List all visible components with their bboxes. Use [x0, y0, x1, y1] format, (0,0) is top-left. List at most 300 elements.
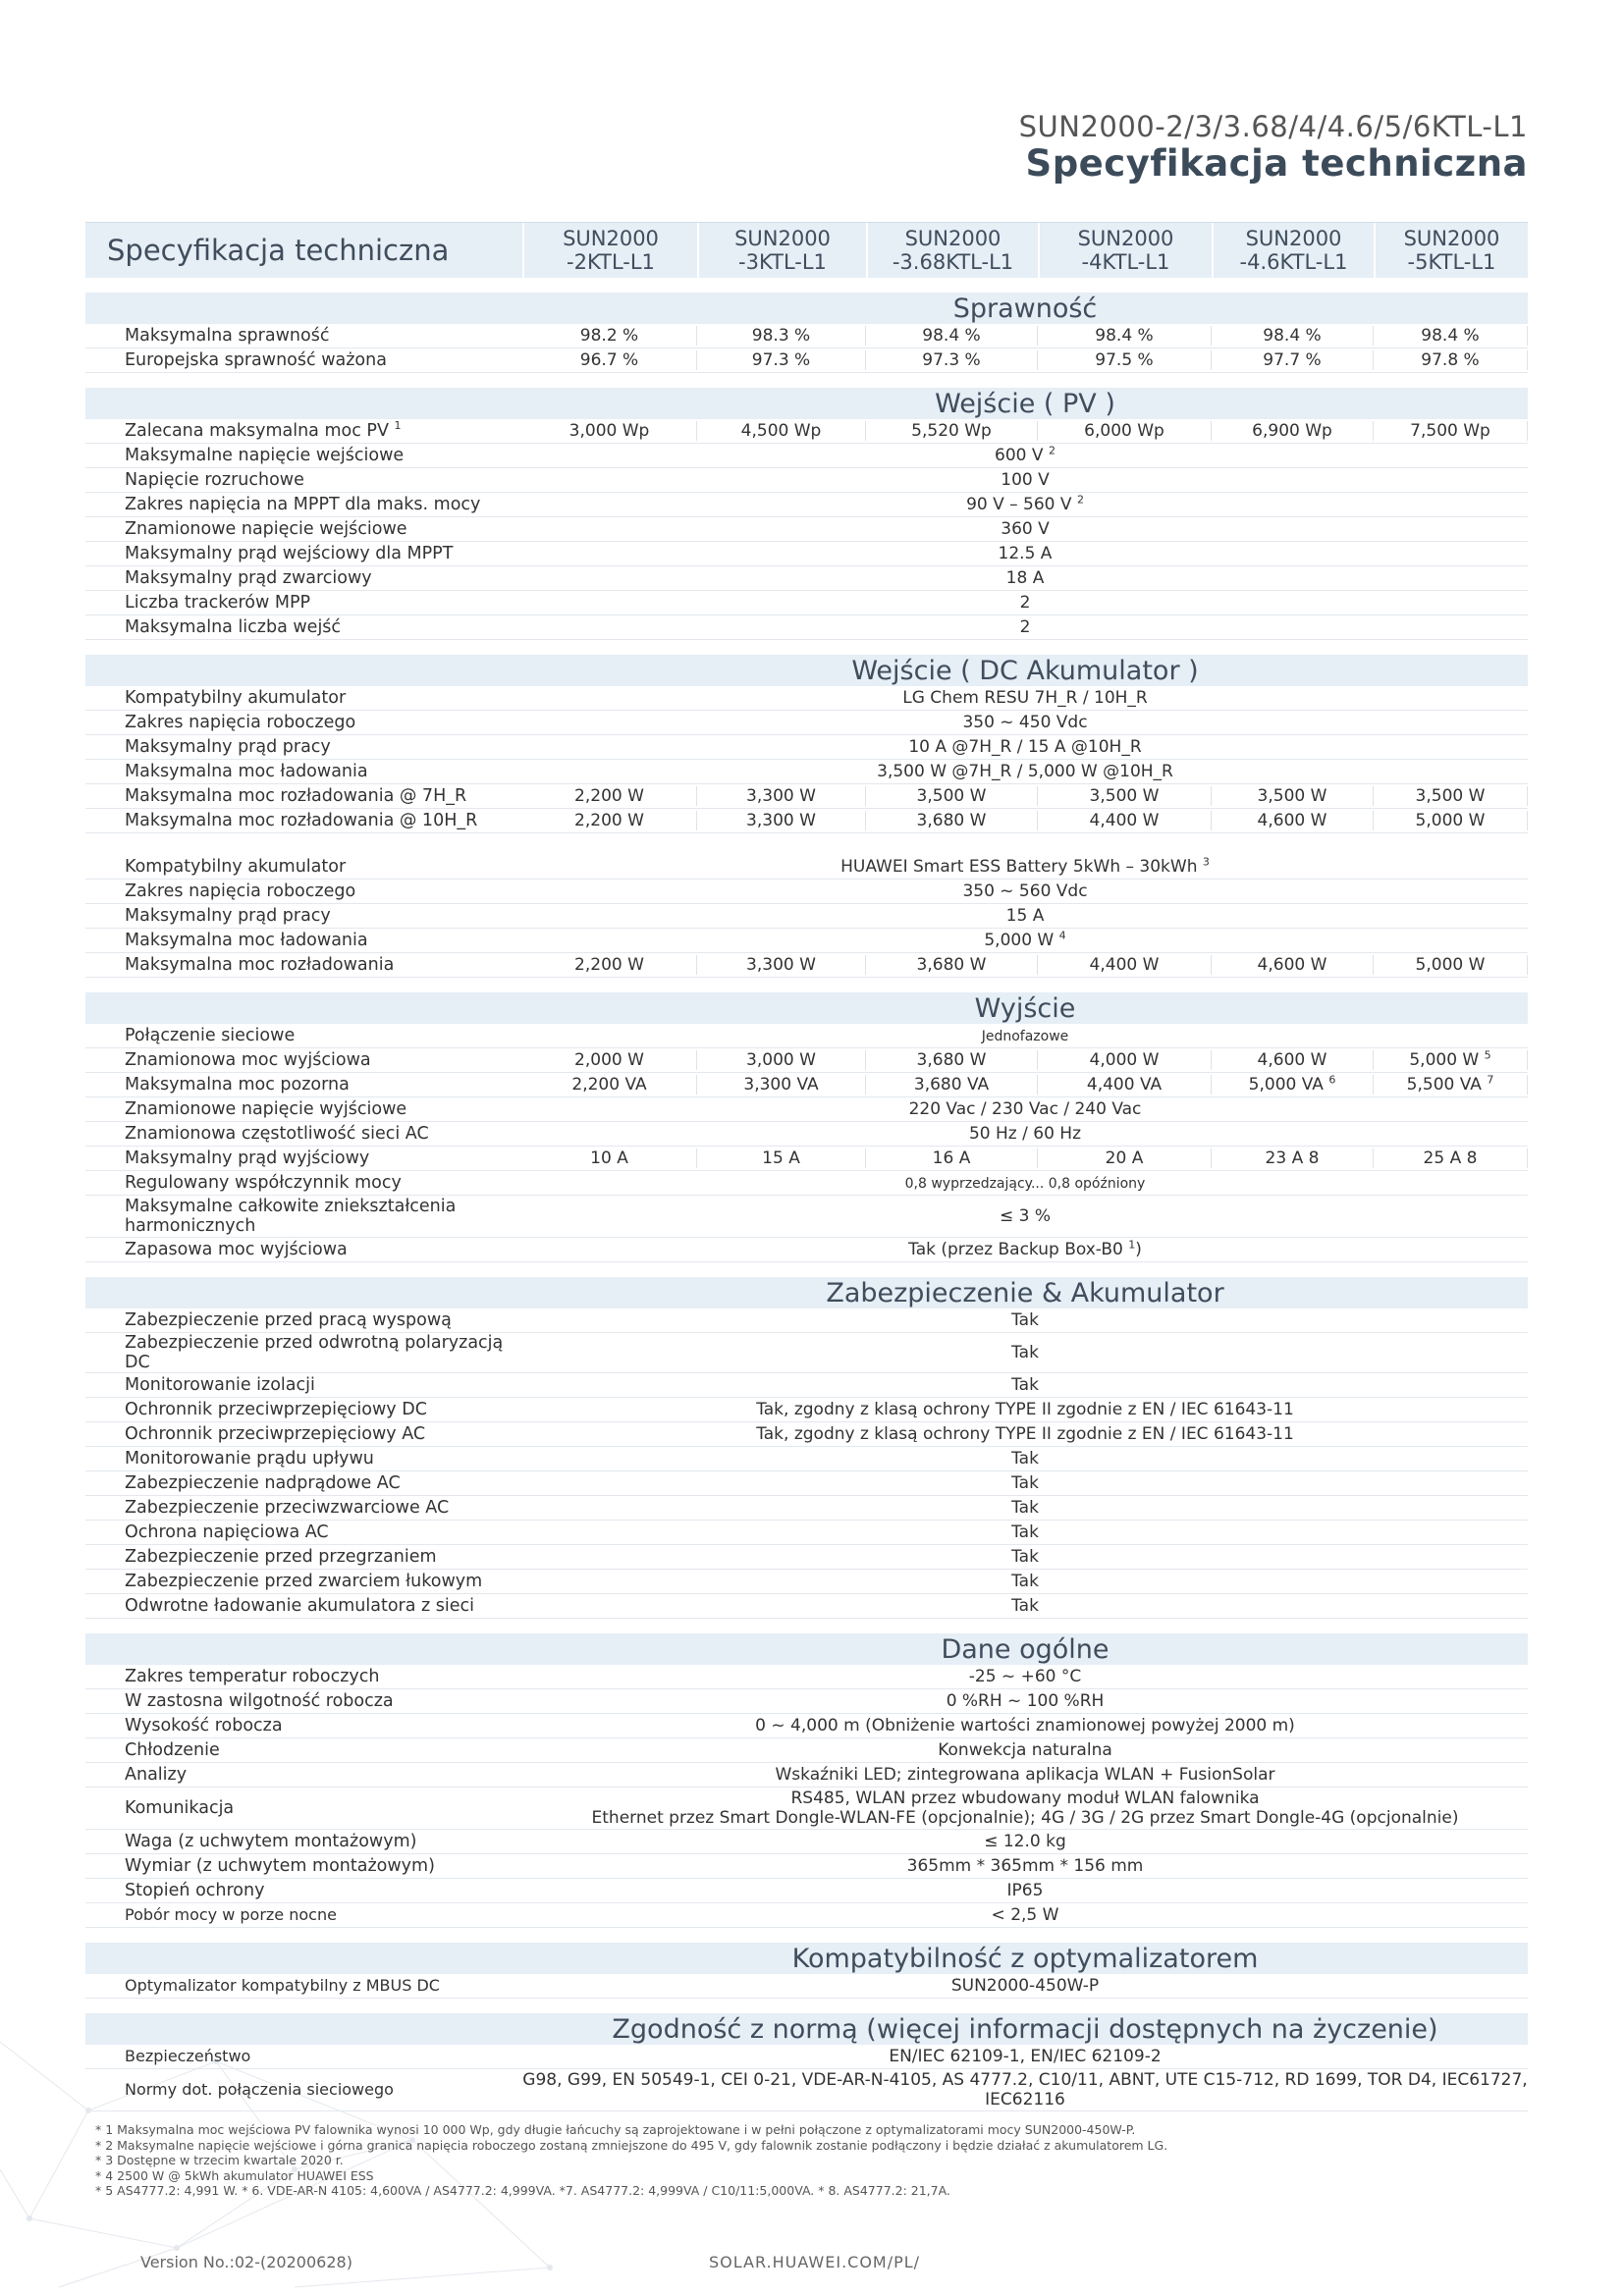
- table-cell: 15 A: [697, 1148, 866, 1168]
- table-row: [85, 1048, 1528, 1073]
- section-title: Sprawność: [85, 293, 1528, 324]
- table-cell: 2,200 VA: [522, 1075, 697, 1095]
- row-label: Zabezpieczenie przed pracą wyspową: [125, 1310, 452, 1330]
- row-label: Stopień ochrony: [125, 1881, 265, 1900]
- model-header-6: [1374, 223, 1528, 278]
- row-value-text: IP65: [1006, 1881, 1044, 1900]
- table-cell: 98.3 %: [697, 326, 866, 346]
- row-label: Zalecana maksymalna moc PV $^1$: [125, 419, 402, 441]
- row-value: [522, 1856, 1528, 1876]
- table-row: [85, 855, 1528, 880]
- table-cell: 5,520 Wp: [866, 421, 1038, 441]
- table-row: [85, 566, 1528, 591]
- table-row: [85, 1496, 1528, 1521]
- table-row: [85, 1471, 1528, 1496]
- table-cell: 3,680 VA: [866, 1075, 1038, 1095]
- row-value: [522, 495, 1528, 514]
- row-cells: [522, 786, 1528, 806]
- row-value: [522, 1206, 1528, 1226]
- spec-section: [85, 1633, 1528, 1928]
- table-row: [85, 784, 1528, 809]
- spec-section: [85, 1943, 1528, 1999]
- row-label: Odwrotne ładowanie akumulatora z sieci: [125, 1596, 474, 1616]
- table-cell: 4,400 VA: [1038, 1075, 1212, 1095]
- table-cell: 97.3 %: [697, 350, 866, 370]
- table-cell: 5,000 W: [1374, 811, 1528, 830]
- row-value: [522, 1905, 1528, 1925]
- row-label: Pobór mocy w porze nocne: [125, 1905, 337, 1924]
- table-cell: 3,680 W: [866, 955, 1038, 975]
- spec-section: [85, 655, 1528, 978]
- row-cells: [522, 955, 1528, 975]
- row-value-text-line2: Ethernet przez Smart Dongle-WLAN-FE (opcjonalnie); 4G / 3G / 2G przez Smart Dongle-4G (opcjonalnie): [591, 1808, 1459, 1828]
- row-label: Zakres napięcia roboczego: [125, 713, 356, 732]
- row-value-text: ≤ 12.0 kg: [984, 1832, 1066, 1851]
- row-label: Wymiar (z uchwytem montażowym): [125, 1856, 435, 1876]
- spec-table: [85, 222, 1528, 2111]
- table-row: [85, 1333, 1528, 1373]
- row-value-text: RS485, WLAN przez wbudowany moduł WLAN falownika: [790, 1789, 1260, 1808]
- table-row: [85, 1665, 1528, 1689]
- table-cell: 3,500 W: [1038, 786, 1212, 806]
- table-cell: 3,500 W: [1374, 786, 1528, 806]
- table-header: [85, 222, 1528, 278]
- row-label: Maksymalny prąd pracy: [125, 906, 331, 926]
- table-cell: 7,500 Wp: [1374, 421, 1528, 441]
- row-label: Analizy: [125, 1765, 188, 1785]
- table-cell: 3,500 W: [1212, 786, 1374, 806]
- row-value: [522, 1572, 1528, 1591]
- row-cells: [522, 1148, 1528, 1168]
- footnote-line: * 5 AS4777.2: 4,991 W. * 6. VDE-AR-N 4105: 4,600VA / AS4777.2: 4,999VA. *7. AS4777.2: 4,999VA / C10/11:5,000VA. * 8. AS4777.2: 21,7A.: [95, 2183, 950, 2198]
- row-value: [522, 1522, 1528, 1542]
- table-cell: 6,900 Wp: [1212, 421, 1374, 441]
- footnotes: [95, 2122, 1167, 2199]
- model-header-1: [522, 223, 697, 278]
- table-cell: 6,000 Wp: [1038, 421, 1212, 441]
- spec-section: [85, 388, 1528, 640]
- page-title: Specyfikacja techniczna: [1025, 142, 1528, 185]
- table-cell: 4,600 W: [1212, 811, 1374, 830]
- row-value: [522, 1375, 1528, 1395]
- row-label: Zabezpieczenie przed przegrzaniem: [125, 1547, 437, 1567]
- table-row: [85, 1788, 1528, 1830]
- row-label: Liczba trackerów MPP: [125, 593, 311, 613]
- row-label: Monitorowanie izolacji: [125, 1375, 315, 1395]
- table-cell: 4,600 W: [1212, 955, 1374, 975]
- table-row: [85, 953, 1528, 978]
- row-value: [522, 568, 1528, 588]
- row-cells: [522, 1050, 1528, 1070]
- row-label: Komunikacja: [125, 1798, 235, 1818]
- row-value-text: 18 A: [1005, 568, 1045, 588]
- row-label: Kompatybilny akumulator: [125, 857, 347, 877]
- row-label: Zabezpieczenie przed zwarciem łukowym: [125, 1572, 483, 1591]
- table-row: [85, 809, 1528, 833]
- row-cells: [522, 421, 1528, 441]
- row-value-text: Tak: [1011, 1449, 1039, 1468]
- row-value-text: -25 ~ +60 °C: [968, 1667, 1082, 1686]
- table-cell: 97.3 %: [866, 350, 1038, 370]
- table-row: [85, 880, 1528, 904]
- row-value: [522, 1473, 1528, 1493]
- row-label: Monitorowanie prądu upływu: [125, 1449, 374, 1468]
- row-label: Bezpieczeństwo: [125, 2047, 251, 2065]
- footnote-ref: 2: [1048, 444, 1056, 457]
- row-label: Waga (z uchwytem montażowym): [125, 1832, 417, 1851]
- table-row: [85, 493, 1528, 517]
- table-row: [85, 1830, 1528, 1854]
- table-row: [85, 444, 1528, 468]
- row-label: Ochronnik przeciwprzepięciowy AC: [125, 1424, 426, 1444]
- section-title: Kompatybilność z optymalizatorem: [85, 1943, 1528, 1974]
- table-row: [85, 1903, 1528, 1928]
- row-label: Maksymalne całkowite zniekształcenia harmonicznych: [125, 1197, 457, 1236]
- table-cell: 5,500 VA $^7$: [1374, 1075, 1528, 1095]
- row-value-text: SUN2000-450W-P: [950, 1976, 1100, 1996]
- spec-section: [85, 992, 1528, 1262]
- row-value: [522, 857, 1528, 877]
- table-row: [85, 591, 1528, 615]
- row-value: [522, 1124, 1528, 1144]
- spec-section: [85, 293, 1528, 373]
- row-label: Maksymalna moc rozładowania @ 10H_R: [125, 811, 478, 830]
- row-value-text: Tak, zgodny z klasą ochrony TYPE II zgodnie z EN / IEC 61643-11: [756, 1400, 1294, 1419]
- row-label: Znamionowa moc wyjściowa: [125, 1050, 371, 1070]
- model-name-line2: -2KTL-L1: [567, 250, 655, 274]
- row-value-text: Wskaźniki LED; zintegrowana aplikacja WLAN + FusionSolar: [775, 1765, 1275, 1785]
- model-header-4: [1038, 223, 1212, 278]
- row-label: Zakres napięcia na MPPT dla maks. mocy: [125, 495, 481, 514]
- table-row: [85, 324, 1528, 348]
- table-header-label: Specyfikacja techniczna: [107, 234, 450, 267]
- table-row: [85, 615, 1528, 640]
- row-label: Zapasowa moc wyjściowa: [125, 1240, 348, 1259]
- row-value: [522, 1881, 1528, 1900]
- table-cell: 16 A: [866, 1148, 1038, 1168]
- table-cell: 4,000 W: [1038, 1050, 1212, 1070]
- row-value-text: 350 ~ 450 Vdc: [962, 713, 1088, 732]
- row-value: [522, 1400, 1528, 1419]
- row-value-text: Tak, zgodny z klasą ochrony TYPE II zgodnie z EN / IEC 61643-11: [756, 1424, 1294, 1444]
- row-value: [522, 688, 1528, 708]
- table-row: [85, 1097, 1528, 1122]
- table-row: [85, 1594, 1528, 1619]
- spec-section: [85, 2013, 1528, 2111]
- table-row: [85, 1879, 1528, 1903]
- model-name-line2: -4KTL-L1: [1081, 250, 1170, 274]
- table-cell: 3,000 Wp: [522, 421, 697, 441]
- table-row: [85, 904, 1528, 929]
- table-row: [85, 419, 1528, 444]
- footnote-ref: 1: [394, 419, 402, 433]
- row-label: Zakres napięcia roboczego: [125, 881, 356, 901]
- table-cell: 4,600 W: [1212, 1050, 1374, 1070]
- table-cell: 2,200 W: [522, 811, 697, 830]
- row-label: Ochronnik przeciwprzepięciowy DC: [125, 1400, 427, 1419]
- row-value-text: 12.5 A: [998, 544, 1053, 563]
- table-cell: 98.4 %: [1212, 326, 1374, 346]
- website-url: SOLAR.HUAWEI.COM/PL/: [709, 2253, 921, 2271]
- row-label: Europejska sprawność ważona: [125, 350, 387, 370]
- row-value-text: Tak: [1011, 1343, 1039, 1362]
- table-row: [85, 2069, 1528, 2111]
- row-value: [522, 881, 1528, 901]
- row-value: [522, 1716, 1528, 1735]
- table-row: [85, 1738, 1528, 1763]
- table-cell: 3,680 W: [866, 811, 1038, 830]
- row-label: Optymalizator kompatybilny z MBUS DC: [125, 1976, 440, 1995]
- table-cell: 96.7 %: [522, 350, 697, 370]
- table-row: [85, 1570, 1528, 1594]
- row-value-text: Tak: [1011, 1310, 1039, 1330]
- row-value: [522, 1596, 1528, 1616]
- row-label: Maksymalny prąd pracy: [125, 737, 331, 757]
- footnote-ref: 6: [1328, 1073, 1336, 1087]
- row-value-text: 0 ~ 4,000 m (Obniżenie wartości znamionowej powyżej 2000 m): [755, 1716, 1295, 1735]
- footnote-line: * 1 Maksymalna moc wejściowa PV falownika wynosi 10 000 Wp, gdy długie łańcuchy są zaprojektowane i w pełni połączone z optymalizatorami mocy SUN2000-450W-P.: [95, 2122, 1136, 2137]
- section-title: Wyjście: [85, 992, 1528, 1024]
- table-row: [85, 1763, 1528, 1788]
- row-value: Tak (przez Backup Box-B0 $^1$): [908, 1238, 1142, 1259]
- row-value: [522, 1424, 1528, 1444]
- row-value: [522, 2047, 1528, 2066]
- row-value: [522, 1976, 1528, 1996]
- row-value: [522, 593, 1528, 613]
- row-label: Regulowany współczynnik mocy: [125, 1173, 402, 1193]
- table-row: [85, 542, 1528, 566]
- row-value-text: 50 Hz / 60 Hz: [968, 1124, 1082, 1144]
- table-row: [85, 348, 1528, 373]
- row-value: [522, 762, 1528, 781]
- row-label: Maksymalna moc rozładowania: [125, 955, 395, 975]
- table-row: [85, 1447, 1528, 1471]
- row-value: [522, 1449, 1528, 1468]
- row-value-text: 365mm * 365mm * 156 mm: [906, 1856, 1144, 1876]
- row-value-text: 220 Vac / 230 Vac / 240 Vac: [908, 1099, 1142, 1119]
- table-row: [85, 468, 1528, 493]
- row-value: [522, 1026, 1528, 1046]
- row-cells: [522, 326, 1528, 346]
- row-label: Maksymalna moc ładowania: [125, 762, 368, 781]
- table-row: [85, 735, 1528, 760]
- row-value-text: 2: [1019, 593, 1031, 613]
- row-label: Maksymalny prąd zwarciowy: [125, 568, 372, 588]
- footnote-line: * 3 Dostępne w trzecim kwartale 2020 r.: [95, 2153, 344, 2167]
- section-title: Zabezpieczenie & Akumulator: [85, 1277, 1528, 1308]
- row-value: [522, 737, 1528, 757]
- row-value: [522, 1667, 1528, 1686]
- table-row: [85, 1974, 1528, 1999]
- table-cell: 3,300 W: [697, 955, 866, 975]
- row-value: [522, 1691, 1528, 1711]
- row-value-text: 0,8 wyprzedzający... 0,8 opóźniony: [904, 1175, 1146, 1192]
- table-row: [85, 1073, 1528, 1097]
- row-value: [522, 1310, 1528, 1330]
- table-cell: 97.7 %: [1212, 350, 1374, 370]
- row-label: Zabezpieczenie przed odwrotną polaryzacją DC: [125, 1333, 504, 1372]
- table-row: [85, 1171, 1528, 1196]
- table-cell: 3,500 W: [866, 786, 1038, 806]
- table-cell: 3,300 W: [697, 786, 866, 806]
- row-value-text: Konwekcja naturalna: [938, 1740, 1112, 1760]
- table-row: [85, 1373, 1528, 1398]
- row-label: Maksymalna sprawność: [125, 326, 330, 346]
- row-value: [522, 1547, 1528, 1567]
- row-value: [522, 519, 1528, 539]
- row-value-text: Jednofazowe: [981, 1028, 1069, 1044]
- row-value-text: 350 ~ 560 Vdc: [962, 881, 1088, 901]
- row-value: [522, 617, 1528, 637]
- row-label: Znamionowe napięcie wyjściowe: [125, 1099, 407, 1119]
- table-row: [85, 1147, 1528, 1171]
- model-range-title: SUN2000-2/3/3.68/4/4.6/5/6KTL-L1: [1018, 110, 1528, 143]
- row-value-text: Tak: [1011, 1498, 1039, 1518]
- table-row: [85, 1545, 1528, 1570]
- table-cell: 98.2 %: [522, 326, 697, 346]
- row-label: Kompatybilny akumulator: [125, 688, 347, 708]
- row-value-text: 10 A @7H_R / 15 A @10H_R: [908, 737, 1142, 757]
- model-name-line2: -3KTL-L1: [738, 250, 827, 274]
- table-row: [85, 1308, 1528, 1333]
- table-cell: 5,000 W: [1374, 955, 1528, 975]
- section-title: Wejście ( DC Akumulator ): [85, 655, 1528, 686]
- row-label: Maksymalna moc pozorna: [125, 1075, 350, 1095]
- row-value-text: 2: [1019, 617, 1031, 637]
- footnote-ref: 5: [1484, 1048, 1491, 1062]
- row-value: [522, 1740, 1528, 1760]
- model-name-line2: -4.6KTL-L1: [1239, 250, 1348, 274]
- row-label: Maksymalny prąd wejściowy dla MPPT: [125, 544, 454, 563]
- table-cell: 4,500 Wp: [697, 421, 866, 441]
- row-value-text: 0 %RH ~ 100 %RH: [946, 1691, 1105, 1711]
- table-row: [85, 686, 1528, 711]
- row-value-text: 5,000 W: [984, 931, 1055, 950]
- row-value-text: EN/IEC 62109-1, EN/IEC 62109-2: [889, 2047, 1162, 2066]
- table-row: [85, 1689, 1528, 1714]
- row-value-text: < 2,5 W: [991, 1905, 1059, 1925]
- row-value: [522, 1498, 1528, 1518]
- table-row: [85, 1238, 1528, 1262]
- row-value: [522, 544, 1528, 563]
- table-cell: 4,400 W: [1038, 811, 1212, 830]
- model-header-5: [1212, 223, 1374, 278]
- table-cell: 25 A 8: [1374, 1148, 1528, 1168]
- table-row: [85, 1398, 1528, 1422]
- row-value-text: 360 V: [1001, 519, 1050, 539]
- row-label: Zabezpieczenie przeciwzwarciowe AC: [125, 1498, 450, 1518]
- row-value: [522, 470, 1528, 490]
- footnote-ref: 4: [1058, 929, 1066, 942]
- model-name-line1: SUN2000: [1403, 227, 1500, 250]
- table-row: [85, 1854, 1528, 1879]
- model-name-line1: SUN2000: [734, 227, 831, 250]
- row-label: Maksymalna moc rozładowania @ 7H_R: [125, 786, 467, 806]
- table-cell: 98.4 %: [1374, 326, 1528, 346]
- table-cell: 3,000 W: [697, 1050, 866, 1070]
- row-cells: [522, 811, 1528, 830]
- row-value: [522, 1099, 1528, 1119]
- row-value-text: 600 V: [995, 446, 1044, 465]
- row-label: Maksymalne napięcie wejściowe: [125, 446, 405, 465]
- row-value-text: 100 V: [1001, 470, 1050, 490]
- row-value-text: Tak: [1011, 1547, 1039, 1567]
- row-label: Ochrona napięciowa AC: [125, 1522, 329, 1542]
- row-value: [522, 713, 1528, 732]
- table-cell: 20 A: [1038, 1148, 1212, 1168]
- row-value: [522, 906, 1528, 926]
- row-value-text-line2: IEC62116: [985, 2090, 1065, 2109]
- section-title: Zgodność z normą (więcej informacji dostępnych na życzenie): [85, 2013, 1528, 2045]
- spec-section: [85, 1277, 1528, 1619]
- table-row: [85, 1122, 1528, 1147]
- footnote-ref: 3: [1202, 855, 1210, 869]
- table-cell: 3,680 W: [866, 1050, 1038, 1070]
- model-name-line1: SUN2000: [904, 227, 1001, 250]
- table-row: [85, 1422, 1528, 1447]
- table-cell: 2,200 W: [522, 786, 697, 806]
- row-value: [522, 1343, 1528, 1362]
- row-value-text: Tak: [1011, 1572, 1039, 1591]
- table-cell: 98.4 %: [1038, 326, 1212, 346]
- row-value-text: LG Chem RESU 7H_R / 10H_R: [902, 688, 1148, 708]
- footnote-ref: 1: [1128, 1238, 1136, 1252]
- table-cell: 3,300 VA: [697, 1075, 866, 1095]
- row-value-text: 90 V – 560 V: [966, 495, 1072, 514]
- row-label: Chłodzenie: [125, 1740, 220, 1760]
- footnote-ref: 2: [1076, 493, 1084, 507]
- row-value: [522, 446, 1528, 465]
- row-label: Normy dot. połączenia sieciowego: [125, 2080, 394, 2099]
- table-row: [85, 1196, 1528, 1238]
- row-label: W zastosna wilgotność robocza: [125, 1691, 394, 1711]
- row-label: Napięcie rozruchowe: [125, 470, 304, 490]
- row-value-text: G98, G99, EN 50549-1, CEI 0-21, VDE-AR-N-4105, AS 4777.2, C10/11, ABNT, UTE C15-712, RD 1699, TOR D4, IEC61727,: [522, 2070, 1528, 2090]
- footnote-line: * 4 2500 W @ 5kWh akumulator HUAWEI ESS: [95, 2167, 374, 2183]
- model-name-line1: SUN2000: [1077, 227, 1174, 250]
- row-cells: [522, 1075, 1528, 1095]
- row-value: [522, 1789, 1528, 1828]
- table-cell: 97.5 %: [1038, 350, 1212, 370]
- footnote-ref: 7: [1487, 1073, 1494, 1087]
- table-row: [85, 2045, 1528, 2069]
- row-value-text: Tak (przez Backup Box-B0: [908, 1240, 1123, 1259]
- table-row: [85, 1521, 1528, 1545]
- model-name-line2: -3.68KTL-L1: [892, 250, 1014, 274]
- row-label: Maksymalna moc ładowania: [125, 931, 368, 950]
- row-label: Maksymalna liczba wejść: [125, 617, 342, 637]
- row-value: [522, 1832, 1528, 1851]
- row-value-text: HUAWEI Smart ESS Battery 5kWh – 30kWh: [840, 857, 1198, 877]
- model-name-line2: -5KTL-L1: [1407, 250, 1496, 274]
- table-row: [85, 929, 1528, 953]
- row-value: [522, 931, 1528, 950]
- table-cell: 23 A 8: [1212, 1148, 1374, 1168]
- row-value-text: Tak: [1011, 1375, 1039, 1395]
- section-title: Dane ogólne: [85, 1633, 1528, 1665]
- table-cell: 10 A: [522, 1148, 697, 1168]
- table-row: [85, 517, 1528, 542]
- model-name-line1: SUN2000: [563, 227, 659, 250]
- row-cells: [522, 350, 1528, 370]
- table-cell: 4,400 W: [1038, 955, 1212, 975]
- model-name-line1: SUN2000: [1245, 227, 1342, 250]
- table-cell: 98.4 %: [866, 326, 1038, 346]
- row-label: Maksymalny prąd wyjściowy: [125, 1148, 370, 1168]
- row-label: Znamionowa częstotliwość sieci AC: [125, 1124, 429, 1144]
- row-value: [522, 1173, 1528, 1194]
- row-value: [522, 2070, 1528, 2109]
